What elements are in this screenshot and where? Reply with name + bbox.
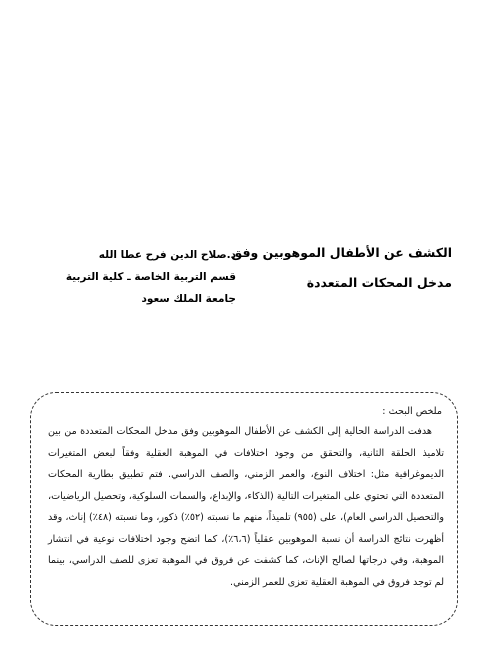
author-info — [56, 244, 236, 310]
abstract-heading: ملخص البحث : — [382, 406, 442, 417]
paper-title-line-1: الكشف عن الأطفال الموهوبين وفق — [231, 245, 452, 260]
author-department: قسم التربية الخاصة ـ كلية التربية — [65, 271, 236, 283]
abstract-body: هدفت الدراسة الحالية إلى الكشف عن الأطفال الموهوبين وفق مدخل المحكات المتعددة من بين تلاميذ الحلقة الثانية، والتحقق من وجود اختلافات في الموهبة العقلية وفقاً لبعض المتغيرات الديموغرافية مثل: اختلاف النوع، والعمر الزمني، والصف الدراسي. فتم تطبيق بطارية المحكات المتعددة التي تحتوي على المتغيرات التالية (الذكاء، والإبداع، والسمات السلوكية، وتحصيل الرياضيات، والتحصيل الدراسي العام)، على (٩٥٥) تلميذاً، منهم ما نسبته (٥٢٪) ذكور، وما نسبته (٤٨٪) إناث، وقد أظهرت نتائج الدراسة أن نسبة الموهوبين عقلياً (٦،٦٪)، كما اتضح وجود اختلافات نوعية في انتشار الموهبة، وفي درجاتها لصالح الإناث، كما كشفت عن فروق في الموهبة تعزى للصف الدراسي، بينما لم توجد فروق في الموهبة العقلية تعزى للعمر الزمني. — [48, 426, 444, 588]
author-name: د.صلاح الدين فرح عطا الله — [98, 249, 236, 261]
paper-title-line-2: مدخل المحكات المتعددة — [306, 275, 452, 290]
abstract — [48, 405, 444, 593]
author-university: جامعة الملك سعود — [141, 293, 236, 305]
paper-title — [231, 238, 452, 298]
